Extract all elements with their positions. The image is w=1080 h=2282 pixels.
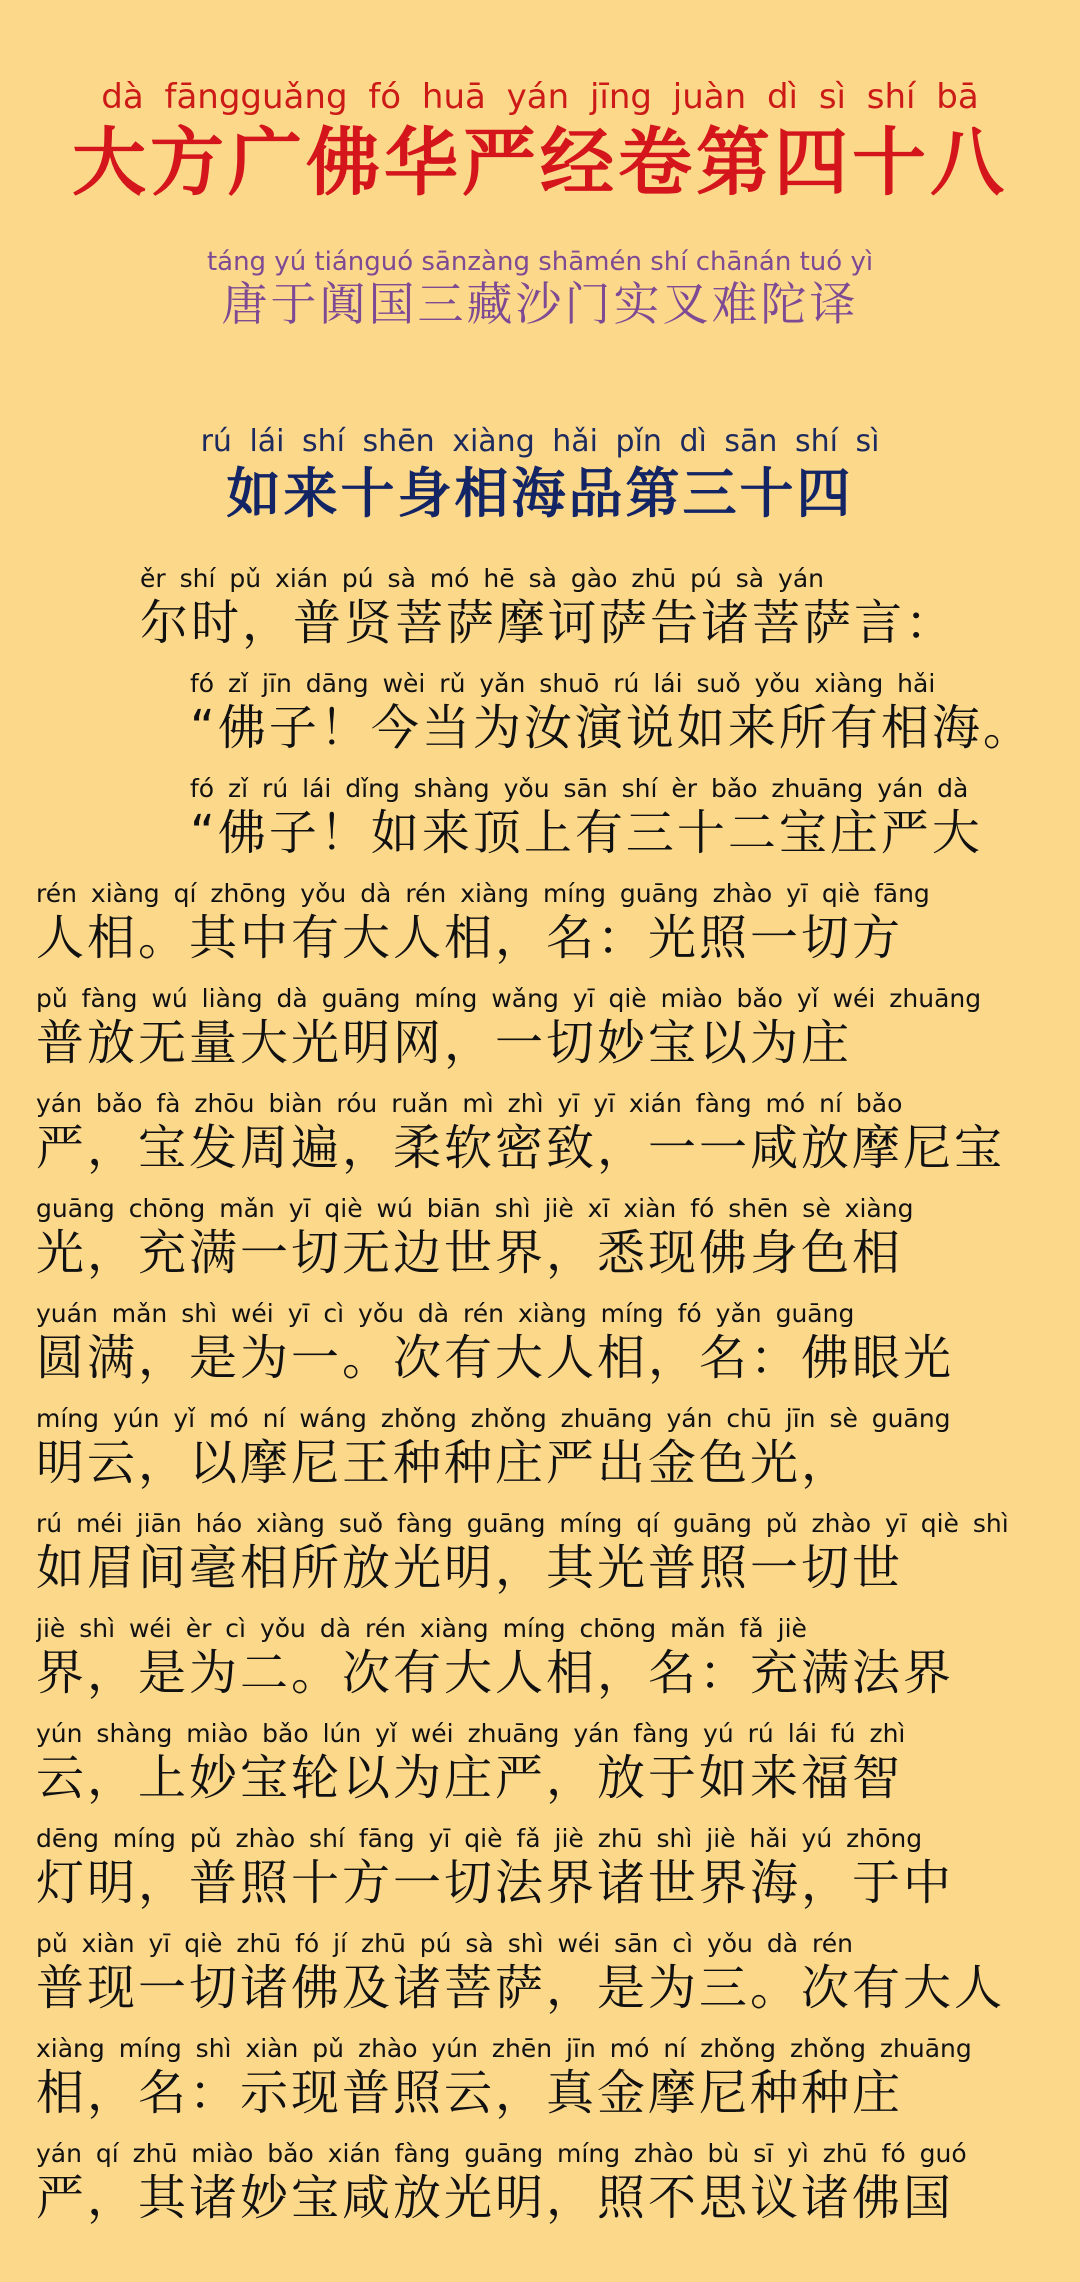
text-line xyxy=(36,2035,1044,2121)
line-pinyin: yuán mǎn shì wéi yī cì yǒu dà rén xiàng míng fó yǎn guāng xyxy=(36,1300,855,1328)
line-hanzi: 严，宝发周遍，柔软密致，一一咸放摩尼宝 xyxy=(36,1120,1006,1176)
line-hanzi: “佛子！如来顶上有三十二宝庄严大 xyxy=(190,805,983,861)
line-pinyin: pǔ fàng wú liàng dà guāng míng wǎng yī qiè miào bǎo yǐ wéi zhuāng xyxy=(36,985,982,1013)
chapter-pinyin: rú lái shí shēn xiàng hǎi pǐn dì sān shí sì xyxy=(200,425,880,459)
text-line xyxy=(36,1720,1044,1806)
line-pinyin: fó zǐ rú lái dǐng shàng yǒu sān shí èr bǎo zhuāng yán dà xyxy=(190,775,969,803)
line-pinyin: jiè shì wéi èr cì yǒu dà rén xiàng míng chōng mǎn fǎ jiè xyxy=(36,1615,807,1643)
text-line xyxy=(36,1195,1044,1281)
scroll-title xyxy=(36,78,1044,206)
line-hanzi: 明云，以摩尼王种种庄严出金色光， xyxy=(36,1435,853,1491)
line-pinyin: yún shàng miào bǎo lún yǐ wéi zhuāng yán fàng yú rú lái fú zhì xyxy=(36,1720,906,1748)
text-line xyxy=(36,1300,1044,1386)
line-hanzi: 云，上妙宝轮以为庄严，放于如来福智 xyxy=(36,1750,904,1806)
line-hanzi: 灯明，普照十方一切法界诸世界海，于中 xyxy=(36,1855,955,1911)
line-hanzi: 相，名：示现普照云，真金摩尼种种庄 xyxy=(36,2065,904,2121)
text-line xyxy=(190,670,1050,756)
text-line xyxy=(36,1510,1044,1596)
line-pinyin: yán bǎo fà zhōu biàn róu ruǎn mì zhì yī yī xián fàng mó ní bǎo xyxy=(36,1090,903,1118)
line-pinyin: yán qí zhū miào bǎo xián fàng guāng míng zhào bù sī yì zhū fó guó xyxy=(36,2140,967,2168)
line-hanzi: 人相。其中有大人相，名：光照一切方 xyxy=(36,910,904,966)
line-hanzi: 严，其诸妙宝咸放光明，照不思议诸佛国 xyxy=(36,2170,955,2226)
text-line xyxy=(36,1090,1044,1176)
chapter-heading xyxy=(36,425,1044,524)
line-pinyin: guāng chōng mǎn yī qiè wú biān shì jiè xī xiàn fó shēn sè xiàng xyxy=(36,1195,914,1223)
line-pinyin: xiàng míng shì xiàn pǔ zhào yún zhēn jīn mó ní zhǒng zhǒng zhuāng xyxy=(36,2035,972,2063)
translator-line xyxy=(36,248,1044,331)
chapter-hanzi: 如来十身相海品第三十四 xyxy=(226,461,854,524)
text-line xyxy=(36,1615,1044,1701)
text-line xyxy=(36,985,1044,1071)
line-pinyin: rén xiàng qí zhōng yǒu dà rén xiàng míng guāng zhào yī qiè fāng xyxy=(36,880,930,908)
text-line xyxy=(190,775,1050,861)
line-hanzi: 普现一切诸佛及诸菩萨，是为三。次有大人 xyxy=(36,1960,1006,2016)
line-pinyin: fó zǐ jīn dāng wèi rǔ yǎn shuō rú lái suǒ yǒu xiàng hǎi xyxy=(190,670,936,698)
line-hanzi: 光，充满一切无边世界，悉现佛身色相 xyxy=(36,1225,904,1281)
line-hanzi: 界，是为二。次有大人相，名：充满法界 xyxy=(36,1645,955,1701)
text-line xyxy=(36,1825,1044,1911)
text-line xyxy=(36,2140,1044,2226)
line-pinyin: rú méi jiān háo xiàng suǒ fàng guāng míng qí guāng pǔ zhào yī qiè shì xyxy=(36,1510,1009,1538)
line-hanzi: 如眉间毫相所放光明，其光普照一切世 xyxy=(36,1540,904,1596)
translator-pinyin: táng yú tiánguó sānzàng shāmén shí chānán tuó yì xyxy=(206,248,874,277)
line-pinyin: pǔ xiàn yī qiè zhū fó jí zhū pú sà shì wéi sān cì yǒu dà rén xyxy=(36,1930,853,1958)
line-hanzi: 普放无量大光明网，一切妙宝以为庄 xyxy=(36,1015,853,1071)
line-hanzi: “佛子！今当为汝演说如来所有相海。 xyxy=(190,700,1034,756)
text-line xyxy=(36,880,1044,966)
line-pinyin: míng yún yǐ mó ní wáng zhǒng zhǒng zhuāng yán chū jīn sè guāng xyxy=(36,1405,951,1433)
line-pinyin: dēng míng pǔ zhào shí fāng yī qiè fǎ jiè zhū shì jiè hǎi yú zhōng xyxy=(36,1825,923,1853)
text-line xyxy=(36,1930,1044,2016)
translator-hanzi: 唐于阗国三藏沙门实叉难陀译 xyxy=(221,277,859,331)
text-line xyxy=(140,565,1040,651)
title-pinyin: dà fāngguǎng fó huā yán jīng juàn dì sì shí bā xyxy=(101,78,979,117)
title-hanzi: 大方广佛华严经卷第四十八 xyxy=(72,121,1008,207)
line-pinyin: ěr shí pǔ xián pú sà mó hē sà gào zhū pú sà yán xyxy=(140,565,824,593)
line-hanzi: 尔时，普贤菩萨摩诃萨告诸菩萨言： xyxy=(140,595,957,651)
text-line xyxy=(36,1405,1044,1491)
line-hanzi: 圆满，是为一。次有大人相，名：佛眼光 xyxy=(36,1330,955,1386)
